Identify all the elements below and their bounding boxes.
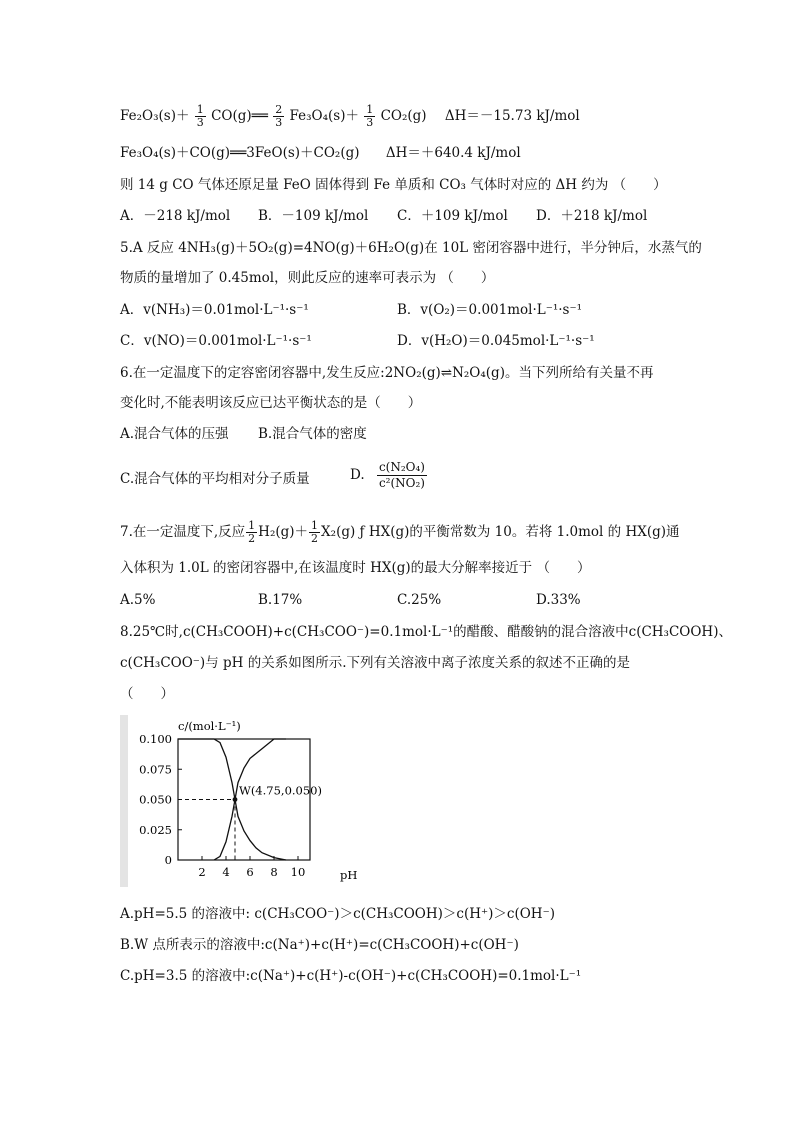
q4-option-c[interactable]: C．＋109 kJ/mol — [397, 208, 508, 224]
q5-option-d[interactable]: D．v(H₂O)＝0.045mol·L⁻¹·s⁻¹ — [397, 333, 595, 349]
q8-option-a[interactable]: A.pH=5.5 的溶液中: c(CH₃COO⁻)＞c(CH₃COOH)＞c(H⁺)＞c(OH⁻) — [120, 906, 555, 922]
x-tick-label: 8 — [270, 865, 278, 879]
y-tick-label: 0.075 — [139, 762, 172, 777]
frac-num: 1 — [248, 519, 256, 532]
q7-option-c[interactable]: C.25% — [397, 592, 442, 608]
frac-num: 1 — [196, 103, 204, 116]
q4-option-b[interactable]: B．－109 kJ/mol — [258, 208, 369, 224]
frac-num: 1 — [311, 519, 319, 532]
y-axis-label: c/(mol·L⁻¹) — [178, 719, 241, 733]
y-tick-label: 0.100 — [139, 732, 172, 746]
q6-option-d-label: D. — [350, 467, 365, 483]
ph-concentration-chart — [120, 715, 370, 887]
q6-option-a[interactable]: A.混合气体的压强 — [120, 426, 229, 442]
frac-num: 2 — [275, 103, 283, 116]
q5-option-c[interactable]: C．v(NO)＝0.001mol·L⁻¹·s⁻¹ — [120, 333, 312, 349]
eq1-lhs: Fe₂O₃(s)＋ — [120, 108, 190, 124]
frac-den: 3 — [275, 116, 283, 129]
frac-den: 2 — [248, 532, 256, 545]
equation-2 — [120, 143, 521, 163]
eq1-lhs-b: CO(g)══ — [211, 108, 268, 124]
q6-option-d[interactable] — [350, 460, 428, 491]
fraction — [309, 520, 320, 545]
q7-stem-1 — [120, 520, 680, 545]
q7-mid2: X₂(g) ƒ HX(g)的平衡常数为 10。若将 1.0mol 的 HX(g)通 — [321, 524, 680, 540]
x-tick-label: 4 — [222, 865, 230, 879]
q8-option-b[interactable]: B.W 点所表示的溶液中:c(Na⁺)+c(H⁺)=c(CH₃COOH)+c(OH⁻) — [120, 937, 519, 953]
q6-option-b[interactable]: B.混合气体的密度 — [258, 426, 367, 442]
frac-den: c²(NO₂) — [378, 476, 425, 490]
point-w-label: W(4.75,0.050) — [239, 783, 322, 798]
fraction — [273, 104, 284, 129]
frac-den: 2 — [311, 532, 319, 545]
q5-option-b[interactable]: B．v(O₂)＝0.001mol·L⁻¹·s⁻¹ — [397, 302, 583, 318]
equation-1 — [120, 104, 580, 129]
y-tick-label: 0 — [164, 853, 172, 867]
q8-stem-2: c(CH₃COO⁻)与 pH 的关系如图所示.下列有关溶液中离子浓度关系的叙述不正确的是 — [120, 655, 630, 671]
q5-stem-1: 5.A 反应 4NH₃(g)＋5O₂(g)=4NO(g)＋6H₂O(g)在 10L 密闭容器中进行，半分钟后，水蒸气的 — [120, 240, 702, 256]
q7-mid1: H₂(g)＋ — [258, 524, 309, 540]
q4-option-d[interactable]: D．＋218 kJ/mol — [536, 208, 648, 224]
series-line-2 — [214, 739, 286, 860]
x-tick-label: 2 — [198, 865, 206, 879]
q7-option-d[interactable]: D.33% — [536, 592, 581, 608]
q8-stem-3: （ ） — [120, 686, 174, 702]
scan-edge — [120, 715, 128, 887]
x-tick-label: 10 — [290, 865, 306, 879]
frac-num: c(N₂O₄) — [378, 460, 425, 474]
q4-option-a[interactable]: A．－218 kJ/mol — [120, 208, 231, 224]
eq1-rhs-b: CO₂(g) — [380, 108, 427, 124]
fraction — [364, 104, 375, 129]
x-tick-label: 6 — [246, 865, 254, 879]
frac-num: 1 — [366, 103, 374, 116]
q7-pre: 7.在一定温度下,反应 — [120, 524, 246, 540]
eq2-text: Fe₃O₄(s)＋CO(g)══3FeO(s)＋CO₂(g) — [120, 145, 360, 161]
y-tick-label: 0.050 — [139, 792, 172, 807]
q4-stem: 则 14 g CO 气体还原足量 FeO 固体得到 Fe 单质和 CO₃ 气体时对应的 ΔH 约为 （ ） — [120, 177, 667, 193]
q6-option-c[interactable]: C.混合气体的平均相对分子质量 — [120, 471, 310, 487]
frac-den: 3 — [196, 116, 204, 129]
q7-stem-2: 入体积为 1.0L 的密闭容器中,在该温度时 HX(g)的最大分解率接近于 （ ） — [120, 560, 591, 576]
q7-option-b[interactable]: B.17% — [258, 592, 303, 608]
q6-stem-1: 6.在一定温度下的定容密闭容器中,发生反应:2NO₂(g)⇌N₂O₄(g)。当下列所给有关量不再 — [120, 365, 654, 381]
q6-stem-2: 变化时,不能表明该反应已达平衡状态的是（ ） — [120, 395, 422, 411]
x-axis-label: pH — [340, 868, 358, 882]
frac-den: 3 — [366, 116, 374, 129]
q7-option-a[interactable]: A.5% — [120, 592, 156, 608]
y-tick-label: 0.025 — [139, 822, 172, 837]
fraction — [195, 104, 206, 129]
q5-stem-2: 物质的量增加了 0.45mol，则此反应的速率可表示为 （ ） — [120, 270, 495, 286]
plot-frame — [178, 739, 310, 860]
q8-option-c[interactable]: C.pH=3.5 的溶液中:c(Na⁺)+c(H⁺)-c(OH⁻)+c(CH₃COOH)=0.1mol·L⁻¹ — [120, 968, 582, 984]
point-w — [233, 797, 238, 802]
q8-stem-1: 8.25℃时,c(CH₃COOH)+c(CH₃COO⁻)=0.1mol·L⁻¹的醋酸、醋酸钠的混合溶液中c(CH₃COOH)、 — [120, 624, 732, 640]
q5-option-a[interactable]: A．v(NH₃)＝0.01mol·L⁻¹·s⁻¹ — [120, 302, 309, 318]
plot-area — [139, 732, 310, 879]
eq1-rhs: Fe₃O₄(s)＋ — [289, 108, 359, 124]
eq2-enthalpy: ΔH＝＋640.4 kJ/mol — [385, 145, 521, 161]
q6-option-d-fraction — [377, 460, 427, 491]
fraction — [246, 520, 257, 545]
eq1-enthalpy: ΔH＝－15.73 kJ/mol — [444, 108, 580, 124]
